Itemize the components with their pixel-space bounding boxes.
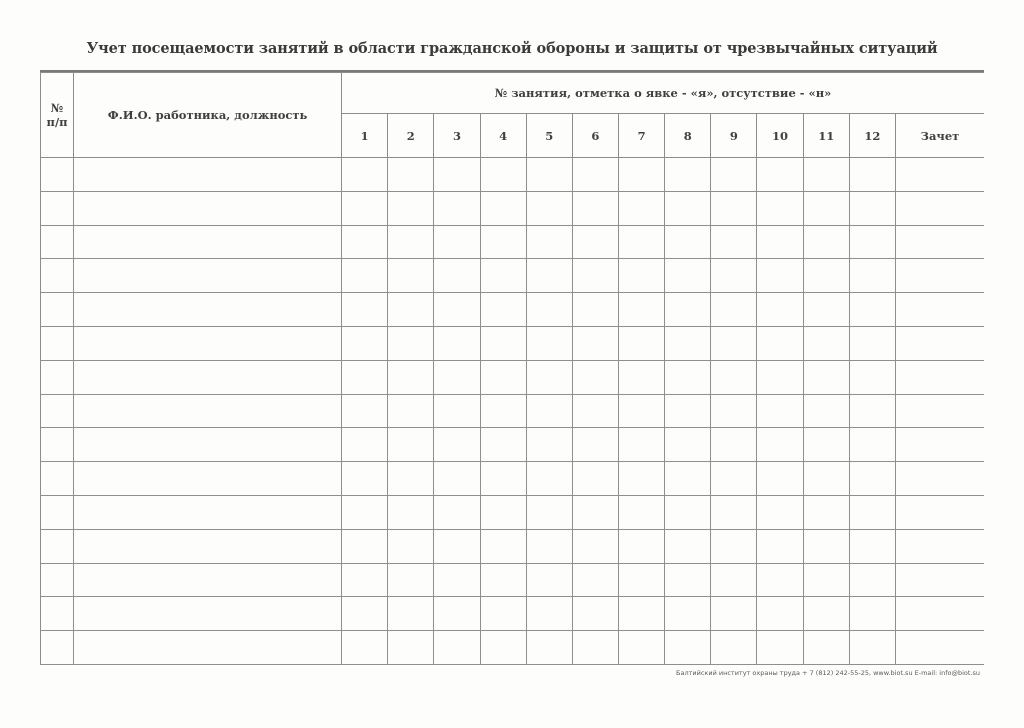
session-cell[interactable] xyxy=(388,631,434,665)
session-cell[interactable] xyxy=(757,462,803,496)
session-cell[interactable] xyxy=(665,529,711,563)
session-cell[interactable] xyxy=(711,225,757,259)
session-cell[interactable] xyxy=(388,529,434,563)
row-number-cell[interactable] xyxy=(41,563,74,597)
session-cell[interactable] xyxy=(480,597,526,631)
session-cell[interactable] xyxy=(711,631,757,665)
session-5-header: 5 xyxy=(526,114,572,158)
credit-cell[interactable] xyxy=(895,394,984,428)
session-cell[interactable] xyxy=(572,495,618,529)
credit-cell[interactable] xyxy=(895,462,984,496)
session-cell[interactable] xyxy=(711,394,757,428)
session-cell[interactable] xyxy=(803,360,849,394)
session-cell[interactable] xyxy=(480,631,526,665)
session-cell[interactable] xyxy=(480,259,526,293)
session-7-header: 7 xyxy=(619,114,665,158)
session-cell[interactable] xyxy=(434,462,480,496)
session-cell[interactable] xyxy=(342,563,388,597)
session-cell[interactable] xyxy=(619,259,665,293)
session-cell[interactable] xyxy=(342,225,388,259)
session-cell[interactable] xyxy=(526,394,572,428)
employee-name-cell[interactable] xyxy=(74,462,342,496)
session-cell[interactable] xyxy=(572,597,618,631)
session-cell[interactable] xyxy=(480,394,526,428)
table-row xyxy=(41,225,985,259)
session-cell[interactable] xyxy=(434,326,480,360)
session-cell[interactable] xyxy=(849,326,895,360)
credit-cell[interactable] xyxy=(895,259,984,293)
employee-name-cell[interactable] xyxy=(74,394,342,428)
session-cell[interactable] xyxy=(388,158,434,192)
session-cell[interactable] xyxy=(342,259,388,293)
session-cell[interactable] xyxy=(803,191,849,225)
session-cell[interactable] xyxy=(711,326,757,360)
session-cell[interactable] xyxy=(526,529,572,563)
row-number-cell[interactable] xyxy=(41,394,74,428)
table-row xyxy=(41,259,985,293)
session-cell[interactable] xyxy=(757,259,803,293)
session-cell[interactable] xyxy=(572,326,618,360)
session-cell[interactable] xyxy=(849,597,895,631)
session-cell[interactable] xyxy=(665,428,711,462)
employee-name-cell[interactable] xyxy=(74,158,342,192)
session-cell[interactable] xyxy=(803,563,849,597)
row-number-cell[interactable] xyxy=(41,495,74,529)
session-cell[interactable] xyxy=(572,225,618,259)
session-cell[interactable] xyxy=(849,394,895,428)
employee-name-cell[interactable] xyxy=(74,191,342,225)
table-row xyxy=(41,495,985,529)
session-cell[interactable] xyxy=(572,529,618,563)
session-cell[interactable] xyxy=(849,191,895,225)
row-number-cell[interactable] xyxy=(41,158,74,192)
session-cell[interactable] xyxy=(572,259,618,293)
session-cell[interactable] xyxy=(526,259,572,293)
table-row xyxy=(41,462,985,496)
footer-contact: Балтийский институт охраны труда + 7 (812) 242-55-25, www.biot.su E-mail: info@biot.su xyxy=(676,669,980,677)
session-cell[interactable] xyxy=(849,259,895,293)
table-row xyxy=(41,529,985,563)
session-cell[interactable] xyxy=(665,158,711,192)
session-cell[interactable] xyxy=(711,495,757,529)
session-9-header: 9 xyxy=(711,114,757,158)
session-cell[interactable] xyxy=(526,563,572,597)
session-cell[interactable] xyxy=(572,191,618,225)
session-cell[interactable] xyxy=(849,360,895,394)
number-header-line2: п/п xyxy=(46,115,68,129)
session-cell[interactable] xyxy=(388,293,434,327)
session-6-header: 6 xyxy=(572,114,618,158)
session-cell[interactable] xyxy=(619,597,665,631)
session-cell[interactable] xyxy=(619,225,665,259)
employee-name-cell[interactable] xyxy=(74,259,342,293)
session-cell[interactable] xyxy=(526,326,572,360)
session-cell[interactable] xyxy=(803,428,849,462)
session-cell[interactable] xyxy=(434,360,480,394)
session-cell[interactable] xyxy=(849,631,895,665)
session-cell[interactable] xyxy=(803,293,849,327)
employee-name-cell[interactable] xyxy=(74,495,342,529)
session-cell[interactable] xyxy=(342,360,388,394)
session-cell[interactable] xyxy=(619,495,665,529)
session-cell[interactable] xyxy=(342,462,388,496)
session-cell[interactable] xyxy=(665,631,711,665)
session-cell[interactable] xyxy=(849,462,895,496)
session-cell[interactable] xyxy=(434,631,480,665)
row-number-cell[interactable] xyxy=(41,428,74,462)
session-cell[interactable] xyxy=(572,428,618,462)
credit-cell[interactable] xyxy=(895,326,984,360)
session-cell[interactable] xyxy=(711,462,757,496)
session-cell[interactable] xyxy=(388,360,434,394)
session-cell[interactable] xyxy=(572,360,618,394)
session-cell[interactable] xyxy=(434,529,480,563)
employee-name-cell[interactable] xyxy=(74,225,342,259)
credit-cell[interactable] xyxy=(895,293,984,327)
session-cell[interactable] xyxy=(342,428,388,462)
session-cell[interactable] xyxy=(619,462,665,496)
session-cell[interactable] xyxy=(480,462,526,496)
session-cell[interactable] xyxy=(434,428,480,462)
employee-name-cell[interactable] xyxy=(74,529,342,563)
session-10-header: 10 xyxy=(757,114,803,158)
session-cell[interactable] xyxy=(388,495,434,529)
session-cell[interactable] xyxy=(619,529,665,563)
session-cell[interactable] xyxy=(619,563,665,597)
row-number-cell[interactable] xyxy=(41,462,74,496)
credit-cell[interactable] xyxy=(895,631,984,665)
session-cell[interactable] xyxy=(434,259,480,293)
session-cell[interactable] xyxy=(526,597,572,631)
session-cell[interactable] xyxy=(619,191,665,225)
session-cell[interactable] xyxy=(434,563,480,597)
table-row xyxy=(41,631,985,665)
session-cell[interactable] xyxy=(619,293,665,327)
session-cell[interactable] xyxy=(480,158,526,192)
session-cell[interactable] xyxy=(619,158,665,192)
session-cell[interactable] xyxy=(388,428,434,462)
session-cell[interactable] xyxy=(434,293,480,327)
employee-name-cell[interactable] xyxy=(74,563,342,597)
session-cell[interactable] xyxy=(803,158,849,192)
session-cell[interactable] xyxy=(572,462,618,496)
session-cell[interactable] xyxy=(665,326,711,360)
session-cell[interactable] xyxy=(711,529,757,563)
table-row xyxy=(41,563,985,597)
credit-cell[interactable] xyxy=(895,495,984,529)
session-cell[interactable] xyxy=(665,293,711,327)
session-4-header: 4 xyxy=(480,114,526,158)
session-cell[interactable] xyxy=(388,225,434,259)
session-cell[interactable] xyxy=(480,191,526,225)
credit-cell[interactable] xyxy=(895,158,984,192)
session-cell[interactable] xyxy=(526,191,572,225)
session-12-header: 12 xyxy=(849,114,895,158)
table-row xyxy=(41,326,985,360)
session-cell[interactable] xyxy=(526,495,572,529)
session-cell[interactable] xyxy=(526,631,572,665)
session-1-header: 1 xyxy=(342,114,388,158)
sessions-column-header: № занятия, отметка о явке - «я», отсутствие - «н» xyxy=(342,73,984,114)
session-cell[interactable] xyxy=(388,326,434,360)
session-cell[interactable] xyxy=(757,191,803,225)
employee-name-cell[interactable] xyxy=(74,293,342,327)
row-number-cell[interactable] xyxy=(41,326,74,360)
session-cell[interactable] xyxy=(757,428,803,462)
session-cell[interactable] xyxy=(434,158,480,192)
session-cell[interactable] xyxy=(388,597,434,631)
row-number-cell[interactable] xyxy=(41,597,74,631)
employee-name-cell[interactable] xyxy=(74,428,342,462)
session-cell[interactable] xyxy=(480,563,526,597)
session-cell[interactable] xyxy=(711,158,757,192)
session-cell[interactable] xyxy=(803,495,849,529)
session-cell[interactable] xyxy=(342,394,388,428)
session-cell[interactable] xyxy=(757,360,803,394)
session-cell[interactable] xyxy=(480,293,526,327)
credit-cell[interactable] xyxy=(895,360,984,394)
session-cell[interactable] xyxy=(388,394,434,428)
session-cell[interactable] xyxy=(572,158,618,192)
session-cell[interactable] xyxy=(849,225,895,259)
credit-cell[interactable] xyxy=(895,529,984,563)
session-cell[interactable] xyxy=(711,360,757,394)
credit-column-header: Зачет xyxy=(895,114,984,158)
session-2-header: 2 xyxy=(388,114,434,158)
session-cell[interactable] xyxy=(342,293,388,327)
employee-name-cell[interactable] xyxy=(74,631,342,665)
session-11-header: 11 xyxy=(803,114,849,158)
session-cell[interactable] xyxy=(849,293,895,327)
session-cell[interactable] xyxy=(480,326,526,360)
employee-name-cell[interactable] xyxy=(74,360,342,394)
session-cell[interactable] xyxy=(803,529,849,563)
session-cell[interactable] xyxy=(572,394,618,428)
session-cell[interactable] xyxy=(849,529,895,563)
employee-name-cell[interactable] xyxy=(74,597,342,631)
table-row xyxy=(41,158,985,192)
session-cell[interactable] xyxy=(526,428,572,462)
session-cell[interactable] xyxy=(665,563,711,597)
session-cell[interactable] xyxy=(434,191,480,225)
session-cell[interactable] xyxy=(711,563,757,597)
credit-cell[interactable] xyxy=(895,597,984,631)
session-cell[interactable] xyxy=(526,225,572,259)
session-cell[interactable] xyxy=(572,631,618,665)
row-number-cell[interactable] xyxy=(41,631,74,665)
employee-name-cell[interactable] xyxy=(74,326,342,360)
session-cell[interactable] xyxy=(480,360,526,394)
session-cell[interactable] xyxy=(803,259,849,293)
session-cell[interactable] xyxy=(757,563,803,597)
credit-cell[interactable] xyxy=(895,428,984,462)
session-cell[interactable] xyxy=(665,191,711,225)
session-3-header: 3 xyxy=(434,114,480,158)
session-cell[interactable] xyxy=(480,428,526,462)
session-cell[interactable] xyxy=(711,293,757,327)
name-column-header: Ф.И.О. работника, должность xyxy=(74,73,342,158)
session-cell[interactable] xyxy=(434,495,480,529)
session-cell[interactable] xyxy=(757,631,803,665)
session-cell[interactable] xyxy=(619,394,665,428)
session-cell[interactable] xyxy=(757,529,803,563)
session-cell[interactable] xyxy=(757,225,803,259)
number-header-line1: № xyxy=(50,101,64,115)
session-cell[interactable] xyxy=(434,225,480,259)
session-cell[interactable] xyxy=(342,495,388,529)
session-cell[interactable] xyxy=(803,326,849,360)
session-cell[interactable] xyxy=(480,225,526,259)
session-cell[interactable] xyxy=(711,428,757,462)
table-row xyxy=(41,597,985,631)
table-row xyxy=(41,428,985,462)
session-cell[interactable] xyxy=(757,326,803,360)
table-row xyxy=(41,191,985,225)
session-cell[interactable] xyxy=(757,158,803,192)
session-cell[interactable] xyxy=(342,191,388,225)
session-cell[interactable] xyxy=(803,597,849,631)
session-cell[interactable] xyxy=(388,462,434,496)
session-cell[interactable] xyxy=(665,225,711,259)
session-cell[interactable] xyxy=(849,428,895,462)
session-cell[interactable] xyxy=(665,360,711,394)
session-cell[interactable] xyxy=(388,563,434,597)
session-cell[interactable] xyxy=(849,158,895,192)
session-cell[interactable] xyxy=(434,394,480,428)
session-cell[interactable] xyxy=(757,394,803,428)
session-cell[interactable] xyxy=(665,259,711,293)
session-cell[interactable] xyxy=(665,394,711,428)
session-cell[interactable] xyxy=(572,563,618,597)
session-8-header: 8 xyxy=(665,114,711,158)
session-cell[interactable] xyxy=(342,597,388,631)
attendance-table xyxy=(40,72,984,665)
session-cell[interactable] xyxy=(572,293,618,327)
table-row xyxy=(41,394,985,428)
session-cell[interactable] xyxy=(711,259,757,293)
session-cell[interactable] xyxy=(711,597,757,631)
session-cell[interactable] xyxy=(388,259,434,293)
session-cell[interactable] xyxy=(757,597,803,631)
credit-cell[interactable] xyxy=(895,191,984,225)
row-number-cell[interactable] xyxy=(41,293,74,327)
session-cell[interactable] xyxy=(711,191,757,225)
session-cell[interactable] xyxy=(619,631,665,665)
session-cell[interactable] xyxy=(619,326,665,360)
document-title: Учет посещаемости занятий в области гражданской обороны и защиты от чрезвычайных ситуаций xyxy=(86,40,938,57)
session-cell[interactable] xyxy=(434,597,480,631)
session-cell[interactable] xyxy=(342,631,388,665)
session-cell[interactable] xyxy=(619,428,665,462)
table-row xyxy=(41,360,985,394)
session-cell[interactable] xyxy=(480,495,526,529)
session-cell[interactable] xyxy=(480,529,526,563)
session-cell[interactable] xyxy=(803,394,849,428)
session-cell[interactable] xyxy=(342,158,388,192)
row-number-cell[interactable] xyxy=(41,529,74,563)
session-cell[interactable] xyxy=(849,563,895,597)
session-cell[interactable] xyxy=(619,360,665,394)
table-row xyxy=(41,293,985,327)
session-cell[interactable] xyxy=(388,191,434,225)
session-cell[interactable] xyxy=(665,597,711,631)
row-number-cell[interactable] xyxy=(41,259,74,293)
session-cell[interactable] xyxy=(665,495,711,529)
session-cell[interactable] xyxy=(665,462,711,496)
session-cell[interactable] xyxy=(526,360,572,394)
session-cell[interactable] xyxy=(526,462,572,496)
session-cell[interactable] xyxy=(342,529,388,563)
row-number-cell[interactable] xyxy=(41,225,74,259)
session-cell[interactable] xyxy=(849,495,895,529)
session-cell[interactable] xyxy=(757,293,803,327)
session-cell[interactable] xyxy=(757,495,803,529)
row-number-cell[interactable] xyxy=(41,191,74,225)
session-cell[interactable] xyxy=(526,158,572,192)
session-cell[interactable] xyxy=(342,326,388,360)
session-cell[interactable] xyxy=(803,462,849,496)
row-number-cell[interactable] xyxy=(41,360,74,394)
number-column-header xyxy=(41,73,74,158)
session-cell[interactable] xyxy=(803,225,849,259)
credit-cell[interactable] xyxy=(895,225,984,259)
session-cell[interactable] xyxy=(803,631,849,665)
credit-cell[interactable] xyxy=(895,563,984,597)
session-cell[interactable] xyxy=(526,293,572,327)
